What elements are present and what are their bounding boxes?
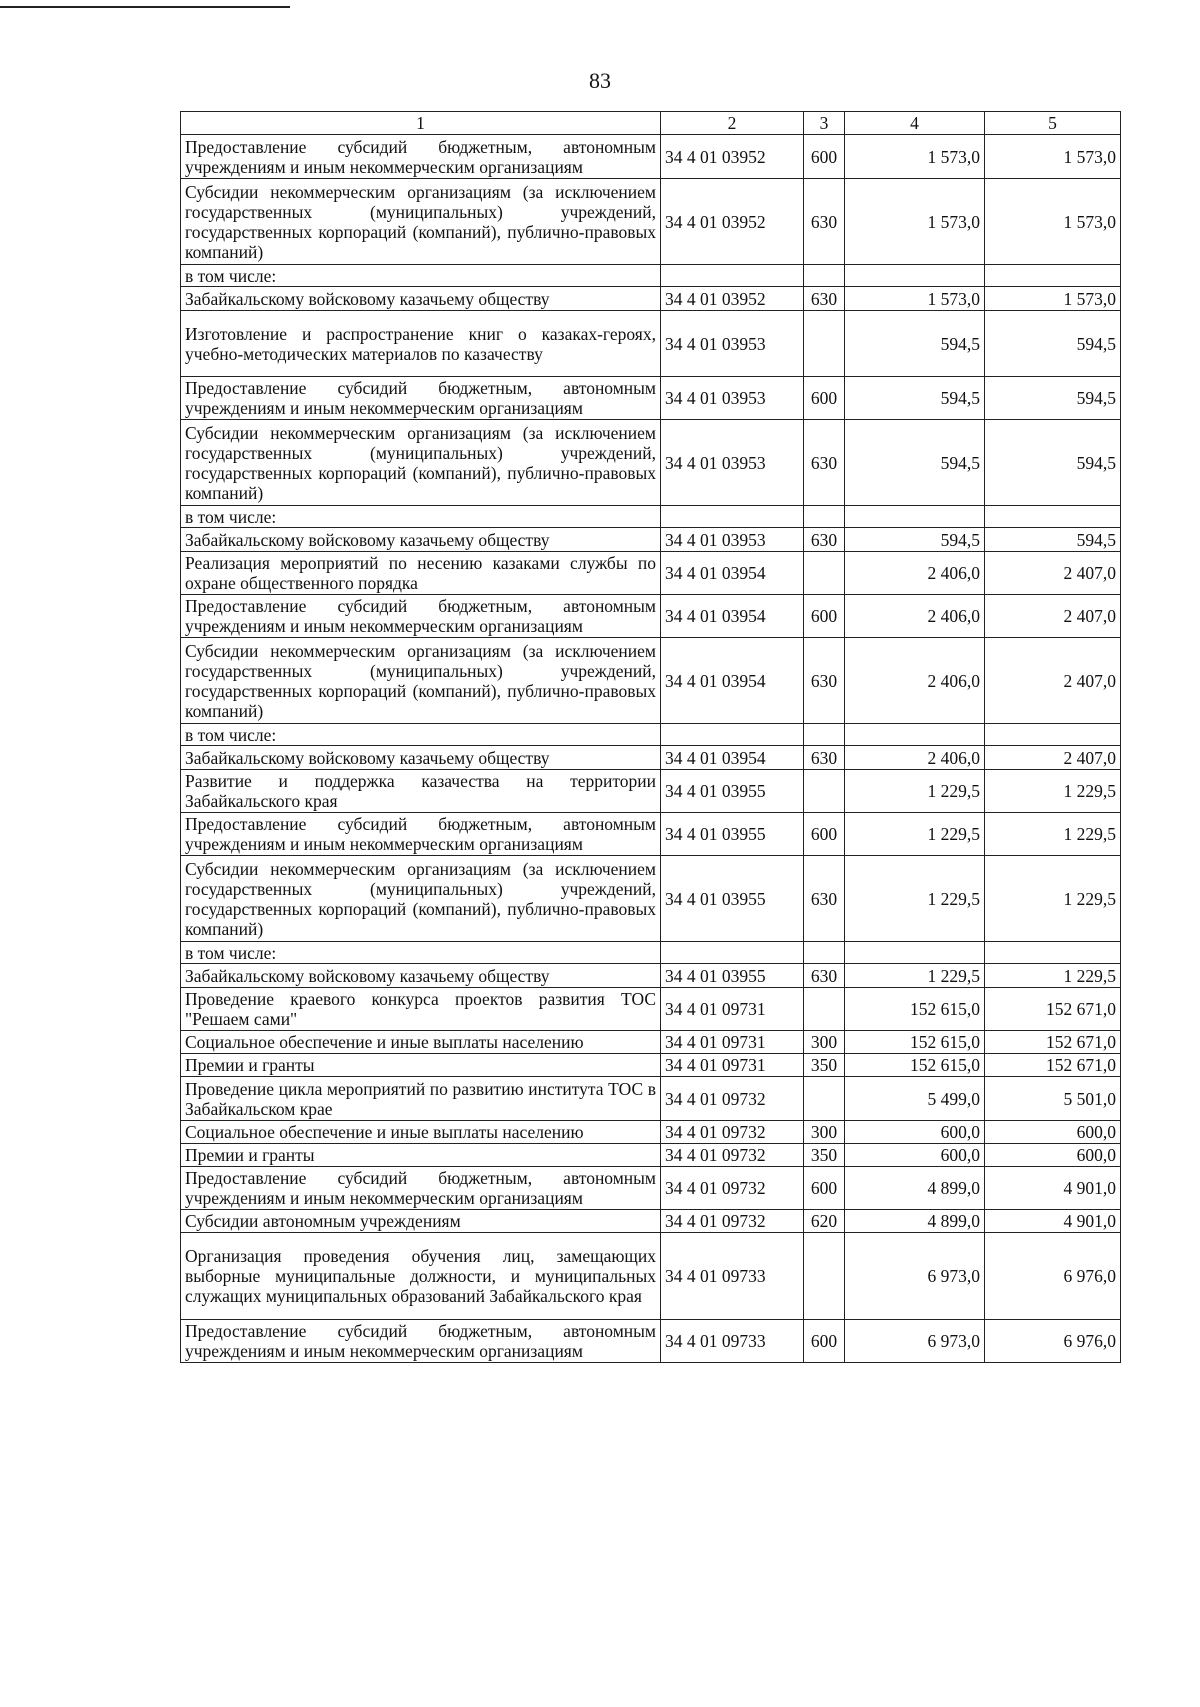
table-row [181, 420, 1121, 506]
row-name-cell: Предоставление субсидий бюджетным, автономным учреждениям и иным некоммерческим организациям [181, 813, 661, 856]
row-code-cell: 34 4 01 03955 [661, 813, 804, 856]
row-value-4-cell: 1 229,5 [845, 813, 985, 856]
row-value-4-cell: 2 406,0 [845, 638, 985, 724]
row-value-4-cell: 6 973,0 [845, 1233, 985, 1320]
table-header-row [181, 112, 1121, 135]
table-row [181, 1210, 1121, 1233]
row-name-cell: Субсидии некоммерческим организациям (за исключением государственных (муниципальных) учреждений, государственных корпораций (компаний), публично-правовых компаний) [181, 638, 661, 724]
row-value-5-cell: 594,5 [985, 528, 1121, 552]
row-name-cell: Проведение цикла мероприятий по развитию института ТОС в Забайкальском крае [181, 1077, 661, 1121]
row-expense-type-cell: 600 [804, 377, 845, 420]
row-expense-type-cell: 350 [804, 1144, 845, 1167]
row-name-cell: Изготовление и распространение книг о казаках-героях, учебно-методических материалов по казачеству [181, 311, 661, 377]
row-value-4-cell: 152 615,0 [845, 988, 985, 1031]
row-code-cell: 34 4 01 03953 [661, 420, 804, 506]
table-row [181, 770, 1121, 813]
row-value-4-cell: 594,5 [845, 377, 985, 420]
row-expense-type-cell: 600 [804, 1320, 845, 1363]
table-row [181, 377, 1121, 420]
row-code-cell: 34 4 01 03954 [661, 552, 804, 595]
row-value-5-cell: 1 229,5 [985, 813, 1121, 856]
header-col-1: 1 [181, 112, 661, 135]
row-name-cell: Забайкальскому войсковому казачьему обществу [181, 287, 661, 311]
row-value-5-cell [985, 942, 1121, 964]
table-row [181, 595, 1121, 638]
budget-table [180, 111, 1121, 1363]
row-code-cell: 34 4 01 09732 [661, 1167, 804, 1210]
row-expense-type-cell [804, 1233, 845, 1320]
row-value-4-cell [845, 506, 985, 528]
row-name-cell: Развитие и поддержка казачества на территории Забайкальского края [181, 770, 661, 813]
row-value-4-cell: 1 229,5 [845, 856, 985, 942]
row-name-cell: Предоставление субсидий бюджетным, автономным учреждениям и иным некоммерческим организациям [181, 1167, 661, 1210]
row-code-cell: 34 4 01 03953 [661, 377, 804, 420]
row-expense-type-cell: 600 [804, 1167, 845, 1210]
row-expense-type-cell: 300 [804, 1121, 845, 1144]
row-expense-type-cell: 300 [804, 1031, 845, 1054]
row-code-cell: 34 4 01 03952 [661, 287, 804, 311]
row-expense-type-cell: 630 [804, 287, 845, 311]
row-value-4-cell: 594,5 [845, 420, 985, 506]
row-code-cell: 34 4 01 03953 [661, 528, 804, 552]
row-name-cell: Премии и гранты [181, 1054, 661, 1077]
row-expense-type-cell: 630 [804, 856, 845, 942]
row-value-5-cell: 2 407,0 [985, 552, 1121, 595]
row-expense-type-cell: 630 [804, 746, 845, 770]
row-expense-type-cell: 600 [804, 135, 845, 179]
row-value-4-cell: 2 406,0 [845, 595, 985, 638]
table-row [181, 1121, 1121, 1144]
row-code-cell: 34 4 01 09731 [661, 1031, 804, 1054]
row-name-cell: Организация проведения обучения лиц, замещающих выборные муниципальные должности, и муниципальных служащих муниципальных образований Забайкальского края [181, 1233, 661, 1320]
table-row [181, 265, 1121, 287]
row-value-4-cell: 1 573,0 [845, 179, 985, 265]
row-value-5-cell: 6 976,0 [985, 1320, 1121, 1363]
row-value-5-cell: 6 976,0 [985, 1233, 1121, 1320]
header-col-4: 4 [845, 112, 985, 135]
table-row [181, 964, 1121, 988]
row-value-4-cell: 1 573,0 [845, 287, 985, 311]
row-value-4-cell: 2 406,0 [845, 746, 985, 770]
row-code-cell: 34 4 01 03955 [661, 964, 804, 988]
table-row [181, 1054, 1121, 1077]
row-code-cell: 34 4 01 09732 [661, 1121, 804, 1144]
row-code-cell: 34 4 01 03953 [661, 311, 804, 377]
row-code-cell: 34 4 01 09731 [661, 1054, 804, 1077]
row-value-4-cell: 1 229,5 [845, 770, 985, 813]
row-code-cell: 34 4 01 09732 [661, 1144, 804, 1167]
row-value-4-cell: 594,5 [845, 311, 985, 377]
table-row [181, 724, 1121, 746]
table-row [181, 1144, 1121, 1167]
row-value-4-cell: 600,0 [845, 1144, 985, 1167]
table-row [181, 1031, 1121, 1054]
row-code-cell [661, 265, 804, 287]
row-value-5-cell: 1 573,0 [985, 135, 1121, 179]
row-name-cell: в том числе: [181, 506, 661, 528]
table-row [181, 746, 1121, 770]
row-value-4-cell: 152 615,0 [845, 1054, 985, 1077]
row-value-5-cell: 1 229,5 [985, 770, 1121, 813]
row-code-cell: 34 4 01 03954 [661, 595, 804, 638]
row-value-5-cell: 152 671,0 [985, 1054, 1121, 1077]
table-row [181, 942, 1121, 964]
table-row [181, 813, 1121, 856]
row-value-5-cell: 5 501,0 [985, 1077, 1121, 1121]
row-value-5-cell: 600,0 [985, 1121, 1121, 1144]
row-expense-type-cell: 630 [804, 964, 845, 988]
row-value-5-cell: 152 671,0 [985, 988, 1121, 1031]
row-expense-type-cell [804, 1077, 845, 1121]
row-value-4-cell [845, 724, 985, 746]
row-code-cell: 34 4 01 03955 [661, 770, 804, 813]
row-value-5-cell: 152 671,0 [985, 1031, 1121, 1054]
row-expense-type-cell: 350 [804, 1054, 845, 1077]
row-name-cell: Предоставление субсидий бюджетным, автономным учреждениям и иным некоммерческим организациям [181, 377, 661, 420]
row-value-5-cell: 1 573,0 [985, 287, 1121, 311]
row-expense-type-cell [804, 552, 845, 595]
row-expense-type-cell [804, 265, 845, 287]
row-code-cell: 34 4 01 09733 [661, 1320, 804, 1363]
row-value-4-cell: 600,0 [845, 1121, 985, 1144]
row-value-4-cell: 2 406,0 [845, 552, 985, 595]
row-code-cell: 34 4 01 09731 [661, 988, 804, 1031]
row-expense-type-cell: 630 [804, 528, 845, 552]
header-col-5: 5 [985, 112, 1121, 135]
row-value-5-cell: 594,5 [985, 420, 1121, 506]
row-name-cell: Социальное обеспечение и иные выплаты населению [181, 1121, 661, 1144]
row-code-cell [661, 724, 804, 746]
header-col-3: 3 [804, 112, 845, 135]
page-number: 83 [589, 68, 611, 93]
row-code-cell: 34 4 01 03952 [661, 135, 804, 179]
row-name-cell: в том числе: [181, 265, 661, 287]
row-expense-type-cell: 630 [804, 638, 845, 724]
table-row [181, 287, 1121, 311]
row-code-cell [661, 942, 804, 964]
table-body [181, 112, 1121, 1363]
table-row [181, 1167, 1121, 1210]
row-code-cell: 34 4 01 03954 [661, 638, 804, 724]
row-expense-type-cell [804, 770, 845, 813]
table-row [181, 638, 1121, 724]
row-value-5-cell: 1 229,5 [985, 856, 1121, 942]
row-name-cell: Предоставление субсидий бюджетным, автономным учреждениям и иным некоммерческим организациям [181, 135, 661, 179]
row-name-cell: Субсидии некоммерческим организациям (за исключением государственных (муниципальных) учреждений, государственных корпораций (компаний), публично-правовых компаний) [181, 420, 661, 506]
row-value-4-cell: 5 499,0 [845, 1077, 985, 1121]
row-value-5-cell: 2 407,0 [985, 638, 1121, 724]
table-row [181, 1077, 1121, 1121]
row-name-cell: Предоставление субсидий бюджетным, автономным учреждениям и иным некоммерческим организациям [181, 595, 661, 638]
row-expense-type-cell [804, 506, 845, 528]
row-value-4-cell: 4 899,0 [845, 1167, 985, 1210]
row-code-cell: 34 4 01 03952 [661, 179, 804, 265]
row-value-5-cell: 2 407,0 [985, 595, 1121, 638]
row-code-cell [661, 506, 804, 528]
row-name-cell: Забайкальскому войсковому казачьему обществу [181, 746, 661, 770]
row-name-cell: Предоставление субсидий бюджетным, автономным учреждениям и иным некоммерческим организациям [181, 1320, 661, 1363]
row-value-4-cell: 1 229,5 [845, 964, 985, 988]
row-value-5-cell: 1 229,5 [985, 964, 1121, 988]
header-col-2: 2 [661, 112, 804, 135]
row-value-4-cell: 6 973,0 [845, 1320, 985, 1363]
row-code-cell: 34 4 01 09732 [661, 1077, 804, 1121]
row-value-4-cell [845, 942, 985, 964]
row-expense-type-cell: 620 [804, 1210, 845, 1233]
row-expense-type-cell [804, 724, 845, 746]
row-value-4-cell: 152 615,0 [845, 1031, 985, 1054]
row-expense-type-cell [804, 988, 845, 1031]
table-row [181, 506, 1121, 528]
row-value-5-cell: 4 901,0 [985, 1167, 1121, 1210]
row-value-4-cell [845, 265, 985, 287]
row-code-cell: 34 4 01 09732 [661, 1210, 804, 1233]
row-name-cell: Субсидии некоммерческим организациям (за исключением государственных (муниципальных) учреждений, государственных корпораций (компаний), публично-правовых компаний) [181, 179, 661, 265]
row-value-5-cell [985, 506, 1121, 528]
row-expense-type-cell: 600 [804, 595, 845, 638]
row-value-5-cell: 2 407,0 [985, 746, 1121, 770]
row-value-4-cell: 4 899,0 [845, 1210, 985, 1233]
row-expense-type-cell [804, 942, 845, 964]
table-row [181, 1320, 1121, 1363]
row-name-cell: Субсидии автономным учреждениям [181, 1210, 661, 1233]
row-expense-type-cell: 630 [804, 420, 845, 506]
row-name-cell: Проведение краевого конкурса проектов развития ТОС "Решаем сами" [181, 988, 661, 1031]
table-row [181, 988, 1121, 1031]
row-code-cell: 34 4 01 03955 [661, 856, 804, 942]
row-name-cell: Забайкальскому войсковому казачьему обществу [181, 528, 661, 552]
row-name-cell: Реализация мероприятий по несению казаками службы по охране общественного порядка [181, 552, 661, 595]
row-value-5-cell: 594,5 [985, 311, 1121, 377]
table-row [181, 179, 1121, 265]
top-rule [0, 6, 290, 8]
row-name-cell: в том числе: [181, 724, 661, 746]
row-name-cell: Премии и гранты [181, 1144, 661, 1167]
row-value-5-cell: 594,5 [985, 377, 1121, 420]
row-value-5-cell: 4 901,0 [985, 1210, 1121, 1233]
table-row [181, 856, 1121, 942]
table-row [181, 528, 1121, 552]
table-row [181, 311, 1121, 377]
row-expense-type-cell: 600 [804, 813, 845, 856]
table-row [181, 135, 1121, 179]
row-code-cell: 34 4 01 09733 [661, 1233, 804, 1320]
row-value-4-cell: 1 573,0 [845, 135, 985, 179]
table-row [181, 552, 1121, 595]
row-code-cell: 34 4 01 03954 [661, 746, 804, 770]
row-name-cell: Социальное обеспечение и иные выплаты населению [181, 1031, 661, 1054]
row-value-5-cell [985, 724, 1121, 746]
row-value-5-cell [985, 265, 1121, 287]
row-name-cell: Субсидии некоммерческим организациям (за исключением государственных (муниципальных) учреждений, государственных корпораций (компаний), публично-правовых компаний) [181, 856, 661, 942]
row-value-5-cell: 600,0 [985, 1144, 1121, 1167]
row-value-4-cell: 594,5 [845, 528, 985, 552]
table-row [181, 1233, 1121, 1320]
row-expense-type-cell: 630 [804, 179, 845, 265]
row-name-cell: Забайкальскому войсковому казачьему обществу [181, 964, 661, 988]
row-name-cell: в том числе: [181, 942, 661, 964]
row-expense-type-cell [804, 311, 845, 377]
row-value-5-cell: 1 573,0 [985, 179, 1121, 265]
